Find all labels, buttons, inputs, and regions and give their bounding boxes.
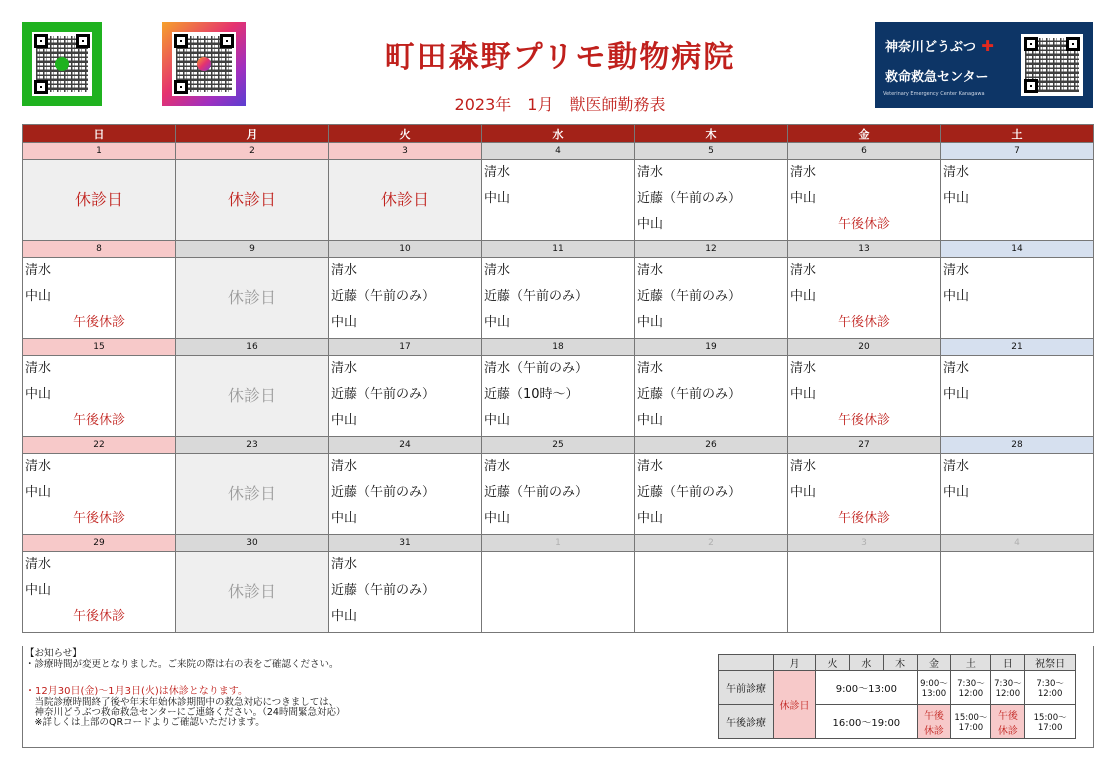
vet-name: 中山 xyxy=(637,217,664,232)
afternoon-closed-label: 午後休診 xyxy=(72,413,125,428)
day-schedule-cell xyxy=(176,454,329,535)
vet-name: 清水 xyxy=(484,165,511,180)
date-cell: 23 xyxy=(176,437,329,454)
day-schedule-cell xyxy=(635,552,788,633)
weekday-header: 日 xyxy=(23,125,176,143)
day-schedule-cell xyxy=(329,160,482,241)
day-schedule-cell xyxy=(482,356,635,437)
date-cell: 28 xyxy=(941,437,1094,454)
monday-closed: 休診日 xyxy=(773,671,815,739)
vet-name: 近藤（午前のみ） xyxy=(331,485,436,500)
vet-name: 中山 xyxy=(790,485,817,500)
vet-name: 中山 xyxy=(943,289,970,304)
date-cell: 7 xyxy=(941,143,1094,160)
vet-name: 清水 xyxy=(637,459,664,474)
hours-head: 金 xyxy=(917,655,951,671)
vet-name: 中山 xyxy=(790,191,817,206)
vet-name: 清水 xyxy=(637,165,664,180)
am-label: 午前診療 xyxy=(719,671,774,705)
notice-line: ・12月30日(金)～1月3日(火)は休診となります。 xyxy=(25,686,248,697)
vet-name: 近藤（午前のみ） xyxy=(331,387,436,402)
instagram-qr-code[interactable] xyxy=(162,22,246,106)
day-schedule-cell xyxy=(329,356,482,437)
day-schedule-cell xyxy=(941,258,1094,339)
vet-name: 中山 xyxy=(331,315,358,330)
weekday-header: 水 xyxy=(482,125,635,143)
vet-name xyxy=(941,408,1093,434)
vet-name: 近藤（午前のみ） xyxy=(331,583,436,598)
vet-name: 中山 xyxy=(484,413,511,428)
closed-day-label: 休診日 xyxy=(227,484,276,503)
notice-line: 神奈川どうぶつ救命救急センターにご連絡ください。（24時間緊急対応） xyxy=(25,707,346,718)
day-schedule-cell xyxy=(635,160,788,241)
day-schedule-cell xyxy=(941,552,1094,633)
date-cell: 17 xyxy=(329,339,482,356)
vet-name: 清水 xyxy=(943,361,970,376)
closed-day-label: 休診日 xyxy=(74,190,123,209)
vet-name: 清水 xyxy=(331,459,358,474)
vet-name xyxy=(482,212,634,238)
rescue-center-banner[interactable] xyxy=(875,22,1093,108)
page-subtitle: 2023年 1月 獣医師勤務表 xyxy=(454,95,666,114)
day-schedule-cell xyxy=(788,356,941,437)
vet-name: 清水 xyxy=(790,361,817,376)
vet-name xyxy=(941,506,1093,532)
afternoon-closed-label: 午後休診 xyxy=(72,609,125,624)
day-schedule-cell xyxy=(635,356,788,437)
vet-name: 中山 xyxy=(484,315,511,330)
vet-name: 清水 xyxy=(637,263,664,278)
day-schedule-cell xyxy=(23,160,176,241)
vet-name: 清水 xyxy=(637,361,664,376)
vet-name: 清水 xyxy=(943,165,970,180)
vet-name: 中山 xyxy=(943,387,970,402)
date-cell: 31 xyxy=(329,535,482,552)
vet-name: 近藤（午前のみ） xyxy=(484,289,589,304)
cross-icon: ✚ xyxy=(976,37,994,55)
date-cell: 20 xyxy=(788,339,941,356)
day-schedule-cell xyxy=(482,160,635,241)
vet-name: 清水 xyxy=(331,557,358,572)
date-cell: 30 xyxy=(176,535,329,552)
date-cell: 4 xyxy=(482,143,635,160)
vet-name: 近藤（午前のみ） xyxy=(637,289,742,304)
day-schedule-cell xyxy=(635,258,788,339)
vet-name: 清水 xyxy=(25,557,52,572)
afternoon-closed-label: 午後休診 xyxy=(837,413,890,428)
afternoon-closed-label: 午後休診 xyxy=(837,217,890,232)
rescue-center-english: Veterinary Emergency Center Kanagawa xyxy=(883,91,985,97)
vet-name: 中山 xyxy=(331,511,358,526)
vet-name: 清水 xyxy=(25,361,52,376)
closed-day-label: 休診日 xyxy=(227,386,276,405)
vet-name: 中山 xyxy=(943,485,970,500)
closed-day-label: 休診日 xyxy=(227,190,276,209)
notice-line: 当院診療時間終了後や年末年始休診期間中の救急対応につきましては、 xyxy=(25,697,339,708)
pm-holiday-hours: 15:00～ 17:00 xyxy=(1025,705,1076,739)
date-cell: 13 xyxy=(788,241,941,258)
rescue-center-qr-code[interactable] xyxy=(1021,34,1083,96)
notice-line: ・診療時間が変更となりました。ご来院の際は右の表をご確認ください。 xyxy=(25,659,339,670)
vet-name: 中山 xyxy=(637,413,664,428)
rescue-center-name: 神奈川どうぶつ xyxy=(885,40,977,55)
vet-name xyxy=(941,310,1093,336)
date-cell: 3 xyxy=(329,143,482,160)
weekday-header: 木 xyxy=(635,125,788,143)
day-schedule-cell xyxy=(176,160,329,241)
day-schedule-cell xyxy=(23,454,176,535)
date-cell: 10 xyxy=(329,241,482,258)
vet-name: 中山 xyxy=(484,191,511,206)
rescue-center-subname: 救命救急センター xyxy=(885,70,989,85)
vet-name: 清水 xyxy=(943,459,970,474)
afternoon-closed-label: 午後休診 xyxy=(837,511,890,526)
day-schedule-cell xyxy=(176,552,329,633)
vet-name: 中山 xyxy=(331,609,358,624)
date-cell: 24 xyxy=(329,437,482,454)
vet-name: 中山 xyxy=(25,583,52,598)
day-schedule-cell xyxy=(788,552,941,633)
vet-name: 中山 xyxy=(484,511,511,526)
day-schedule-cell xyxy=(329,258,482,339)
vet-name: 清水 xyxy=(484,459,511,474)
date-cell: 16 xyxy=(176,339,329,356)
date-cell: 15 xyxy=(23,339,176,356)
hours-head: 木 xyxy=(883,655,917,671)
vet-name: 清水 xyxy=(790,459,817,474)
date-cell: 8 xyxy=(23,241,176,258)
day-schedule-cell xyxy=(635,454,788,535)
date-cell: 26 xyxy=(635,437,788,454)
date-cell: 22 xyxy=(23,437,176,454)
day-schedule-cell xyxy=(788,160,941,241)
date-cell: 19 xyxy=(635,339,788,356)
vet-name: 中山 xyxy=(637,511,664,526)
day-schedule-cell xyxy=(941,356,1094,437)
am-weekday-hours: 9:00～13:00 xyxy=(816,671,917,705)
am-holiday-hours: 7:30～ 12:00 xyxy=(1025,671,1076,705)
pm-sun-hours: 午後 休診 xyxy=(991,705,1025,739)
hours-head: 土 xyxy=(951,655,991,671)
line-icon xyxy=(55,57,69,71)
date-cell: 21 xyxy=(941,339,1094,356)
afternoon-closed-label: 午後休診 xyxy=(837,315,890,330)
notice-heading: 【お知らせ】 xyxy=(25,648,82,659)
date-cell: 9 xyxy=(176,241,329,258)
am-sat-hours: 7:30～ 12:00 xyxy=(951,671,991,705)
vet-name: 中山 xyxy=(25,387,52,402)
hours-head: 祝祭日 xyxy=(1025,655,1076,671)
vet-name: 中山 xyxy=(637,315,664,330)
vet-name: 近藤（午前のみ） xyxy=(637,485,742,500)
vet-name: 近藤（午前のみ） xyxy=(484,485,589,500)
pm-weekday-hours: 16:00～19:00 xyxy=(816,705,917,739)
instagram-icon xyxy=(197,57,211,71)
date-cell: 3 xyxy=(788,535,941,552)
am-sun-hours: 7:30～ 12:00 xyxy=(991,671,1025,705)
date-cell: 29 xyxy=(23,535,176,552)
closed-day-label: 休診日 xyxy=(380,190,429,209)
closed-day-label: 休診日 xyxy=(227,288,276,307)
date-cell: 12 xyxy=(635,241,788,258)
weekday-header: 月 xyxy=(176,125,329,143)
day-schedule-cell xyxy=(23,552,176,633)
day-schedule-cell xyxy=(482,552,635,633)
vet-name: 中山 xyxy=(25,485,52,500)
vet-name: 清水 xyxy=(331,263,358,278)
vet-name: 中山 xyxy=(25,289,52,304)
day-schedule-cell xyxy=(329,454,482,535)
am-fri-hours: 9:00～ 13:00 xyxy=(917,671,951,705)
day-schedule-cell xyxy=(23,258,176,339)
page-title: 町田森野プリモ動物病院 xyxy=(384,40,736,75)
vet-name: 中山 xyxy=(790,289,817,304)
vet-name: 近藤（午前のみ） xyxy=(637,387,742,402)
afternoon-closed-label: 午後休診 xyxy=(72,511,125,526)
day-schedule-cell xyxy=(176,356,329,437)
schedule-calendar xyxy=(22,124,1094,633)
vet-name: 中山 xyxy=(943,191,970,206)
vet-name: 清水 xyxy=(331,361,358,376)
date-cell: 11 xyxy=(482,241,635,258)
date-cell: 2 xyxy=(635,535,788,552)
day-schedule-cell xyxy=(329,552,482,633)
vet-name: 清水 xyxy=(25,459,52,474)
pm-sat-hours: 15:00～ 17:00 xyxy=(951,705,991,739)
day-schedule-cell xyxy=(482,258,635,339)
weekday-header: 土 xyxy=(941,125,1094,143)
vet-name: 近藤（午前のみ） xyxy=(637,191,742,206)
closed-day-label: 休診日 xyxy=(227,582,276,601)
vet-name: 清水 xyxy=(790,263,817,278)
pm-fri-hours: 午後 休診 xyxy=(917,705,951,739)
day-schedule-cell xyxy=(482,454,635,535)
vet-name: 清水 xyxy=(25,263,52,278)
day-schedule-cell xyxy=(941,160,1094,241)
line-qr-code[interactable] xyxy=(22,22,102,106)
date-cell: 1 xyxy=(482,535,635,552)
date-cell: 27 xyxy=(788,437,941,454)
weekday-header: 金 xyxy=(788,125,941,143)
clinic-hours-table xyxy=(718,654,1076,739)
vet-name: 清水 xyxy=(484,263,511,278)
weekday-header: 火 xyxy=(329,125,482,143)
date-cell: 6 xyxy=(788,143,941,160)
date-cell: 2 xyxy=(176,143,329,160)
vet-name: 近藤（午前のみ） xyxy=(331,289,436,304)
pm-label: 午後診療 xyxy=(719,705,774,739)
hours-head: 火 xyxy=(816,655,850,671)
date-cell: 14 xyxy=(941,241,1094,258)
vet-name: 清水（午前のみ） xyxy=(484,361,589,376)
vet-name xyxy=(941,212,1093,238)
hours-head: 水 xyxy=(849,655,883,671)
day-schedule-cell xyxy=(941,454,1094,535)
day-schedule-cell xyxy=(788,454,941,535)
hours-head: 月 xyxy=(773,655,815,671)
vet-name: 中山 xyxy=(790,387,817,402)
vet-name: 清水 xyxy=(943,263,970,278)
vet-name: 中山 xyxy=(331,413,358,428)
day-schedule-cell xyxy=(176,258,329,339)
date-cell: 5 xyxy=(635,143,788,160)
day-schedule-cell xyxy=(788,258,941,339)
date-cell: 4 xyxy=(941,535,1094,552)
date-cell: 25 xyxy=(482,437,635,454)
afternoon-closed-label: 午後休診 xyxy=(72,315,125,330)
date-cell: 1 xyxy=(23,143,176,160)
notice-line: ※詳しくは上部のQRコードよりご確認いただけます。 xyxy=(25,717,265,728)
day-schedule-cell xyxy=(23,356,176,437)
vet-name: 近藤（10時～） xyxy=(484,387,579,402)
date-cell: 18 xyxy=(482,339,635,356)
hours-head: 日 xyxy=(991,655,1025,671)
vet-name: 清水 xyxy=(790,165,817,180)
